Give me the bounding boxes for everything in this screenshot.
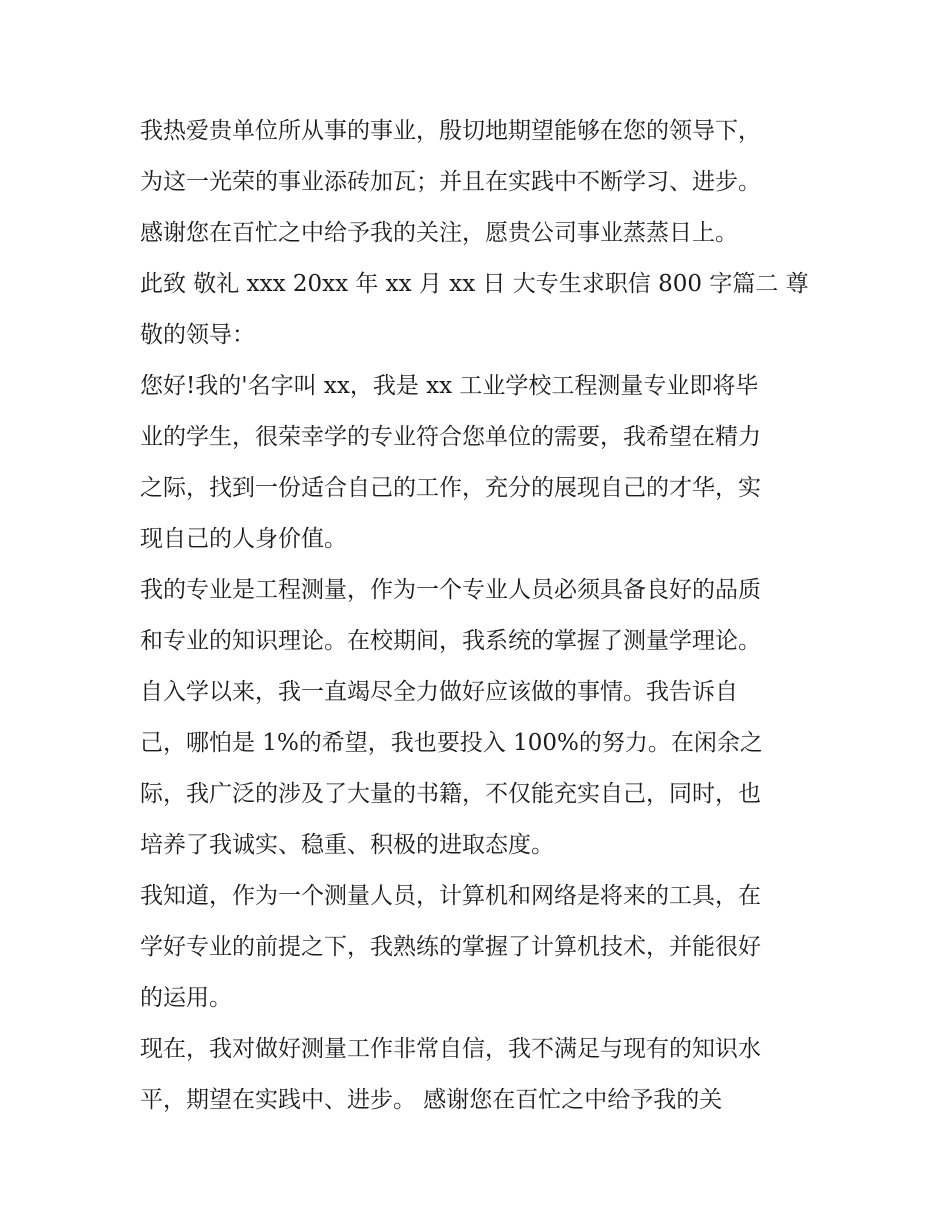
text-line-9: 现自己的人身价值。: [140, 526, 347, 552]
text-line-14: 际，我广泛的涉及了大量的书籍，不仅能充实自己，同时，也: [140, 781, 761, 807]
text-line-20: 平，期望在实践中、进步。 感谢您在百忙之中给予我的关: [140, 1087, 723, 1113]
text-line-18: 的运用。: [140, 985, 232, 1011]
text-line-1: 我热爱贵单位所从事的事业，殷切地期望能够在您的领导下，: [140, 118, 761, 144]
text-line-17: 学好专业的前提之下，我熟练的掌握了计算机技术，并能很好: [140, 934, 761, 960]
text-line-19: 现在，我对做好测量工作非常自信，我不满足与现有的知识水: [140, 1036, 761, 1062]
text-line-5: 敬的领导：: [140, 322, 255, 348]
text-line-2: 为这一光荣的事业添砖加瓦；并且在实践中不断学习、进步。: [140, 169, 761, 195]
text-line-8: 之际，找到一份适合自己的工作，充分的展现自己的才华，实: [140, 475, 761, 501]
text-line-4: 此致 敬礼 xxx 20xx 年 xx 月 xx 日 大专生求职信 800 字篇二 尊: [140, 271, 809, 297]
text-line-11: 和专业的知识理论。在校期间，我系统的掌握了测量学理论。: [140, 628, 761, 654]
letter-body: [140, 106, 830, 1126]
text-line-10: 我的专业是工程测量，作为一个专业人员必须具备良好的品质: [140, 577, 761, 603]
text-line-15: 培养了我诚实、稳重、积极的进取态度。: [140, 832, 554, 858]
text-line-6: 您好!我的'名字叫 xx，我是 xx 工业学校工程测量专业即将毕: [140, 373, 759, 399]
text-line-3: 感谢您在百忙之中给予我的关注，愿贵公司事业蒸蒸日上。: [140, 220, 738, 246]
text-line-7: 业的学生，很荣幸学的专业符合您单位的需要，我希望在精力: [140, 424, 761, 450]
text-line-13: 己，哪怕是 1%的希望，我也要投入 100%的努力。在闲余之: [140, 730, 763, 756]
text-line-12: 自入学以来，我一直竭尽全力做好应该做的事情。我告诉自: [140, 679, 738, 705]
text-line-16: 我知道，作为一个测量人员，计算机和网络是将来的工具，在: [140, 883, 761, 909]
